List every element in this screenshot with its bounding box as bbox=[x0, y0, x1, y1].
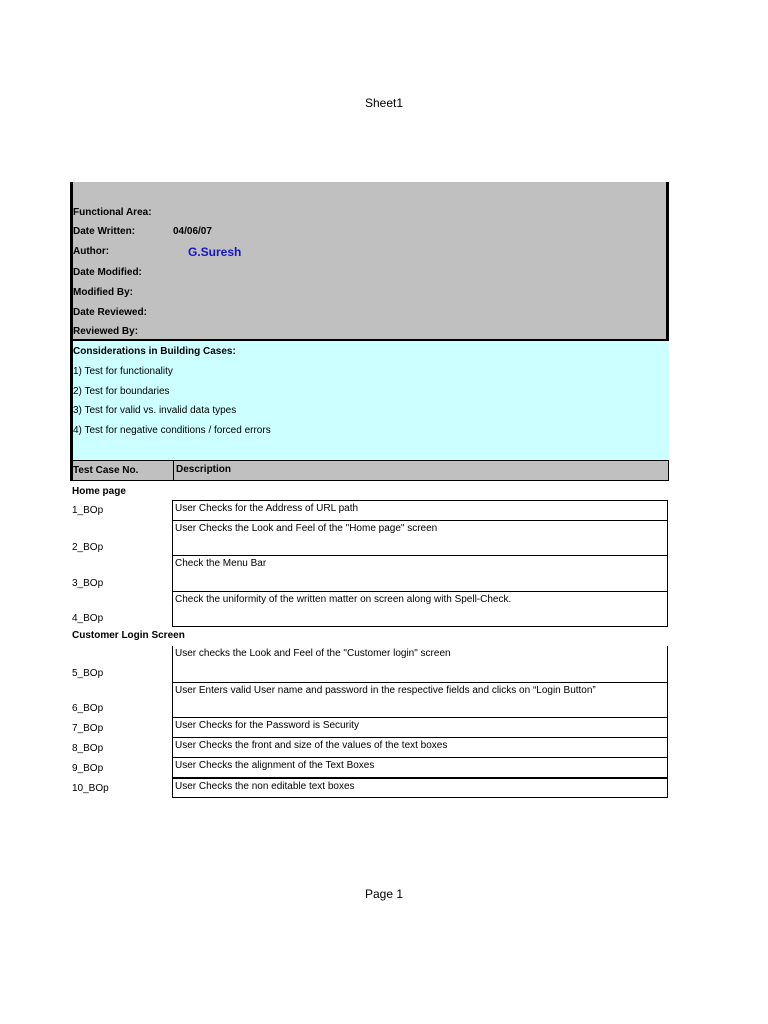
considerations-title: Considerations in Building Cases: bbox=[73, 346, 236, 357]
author-label: Author: bbox=[73, 246, 110, 257]
table-row-id: 1_BOp bbox=[72, 505, 104, 516]
table-row-description: Check the Menu Bar bbox=[172, 555, 668, 592]
modified-by-label: Modified By: bbox=[73, 287, 133, 298]
table-row-id: 9_BOp bbox=[72, 763, 104, 774]
table-row-id: 2_BOp bbox=[72, 542, 104, 553]
description-header: Description bbox=[173, 460, 231, 480]
date-written-label: Date Written: bbox=[73, 226, 136, 237]
table-header bbox=[70, 461, 669, 481]
consideration-item: 4) Test for negative conditions / forced errors bbox=[73, 425, 271, 436]
table-row-id: 8_BOp bbox=[72, 743, 104, 754]
date-reviewed-label: Date Reviewed: bbox=[73, 307, 147, 318]
section-customer-login: Customer Login Screen bbox=[72, 630, 185, 641]
table-row-description: User checks the Look and Feel of the "Customer login" screen bbox=[172, 646, 668, 683]
table-row-description: User Checks the Look and Feel of the "Home page" screen bbox=[172, 520, 668, 556]
table-row-description: Check the uniformity of the written matter on screen along with Spell-Check. bbox=[172, 591, 668, 627]
date-modified-label: Date Modified: bbox=[73, 267, 142, 278]
consideration-item: 3) Test for valid vs. invalid data types bbox=[73, 405, 237, 416]
table-row-id: 5_BOp bbox=[72, 668, 104, 679]
author-value: G.Suresh bbox=[188, 245, 242, 259]
table-row-id: 10_BOp bbox=[72, 783, 109, 794]
considerations-block bbox=[70, 341, 669, 461]
consideration-item: 2) Test for boundaries bbox=[73, 386, 170, 397]
reviewed-by-label: Reviewed By: bbox=[73, 326, 139, 337]
test-case-sheet bbox=[70, 182, 669, 794]
section-home-page: Home page bbox=[72, 486, 126, 497]
table-row-description: User Checks the non editable text boxes bbox=[172, 777, 668, 798]
table-row-description: User Checks the alignment of the Text Boxes bbox=[172, 757, 668, 778]
table-row-id: 4_BOp bbox=[72, 613, 104, 624]
date-written-value: 04/06/07 bbox=[173, 226, 212, 237]
table-row-id: 3_BOp bbox=[72, 578, 104, 589]
table-row-description: User Checks the front and size of the values of the text boxes bbox=[172, 737, 668, 758]
table-row-description: User Checks for the Password is Security bbox=[172, 717, 668, 738]
table-row-id: 7_BOp bbox=[72, 723, 104, 734]
table-row-id: 6_BOp bbox=[72, 703, 104, 714]
consideration-item: 1) Test for functionality bbox=[73, 366, 173, 377]
page-footer: Page 1 bbox=[364, 887, 404, 901]
metadata-block bbox=[70, 182, 669, 341]
page-header: Sheet1 bbox=[364, 96, 404, 110]
table-row-description: User Enters valid User name and password in the respective fields and clicks on “Login Button” bbox=[172, 682, 668, 718]
functional-area-label: Functional Area: bbox=[73, 207, 152, 218]
table-row-description: User Checks for the Address of URL path bbox=[172, 500, 668, 521]
test-case-no-header: Test Case No. bbox=[73, 465, 139, 476]
